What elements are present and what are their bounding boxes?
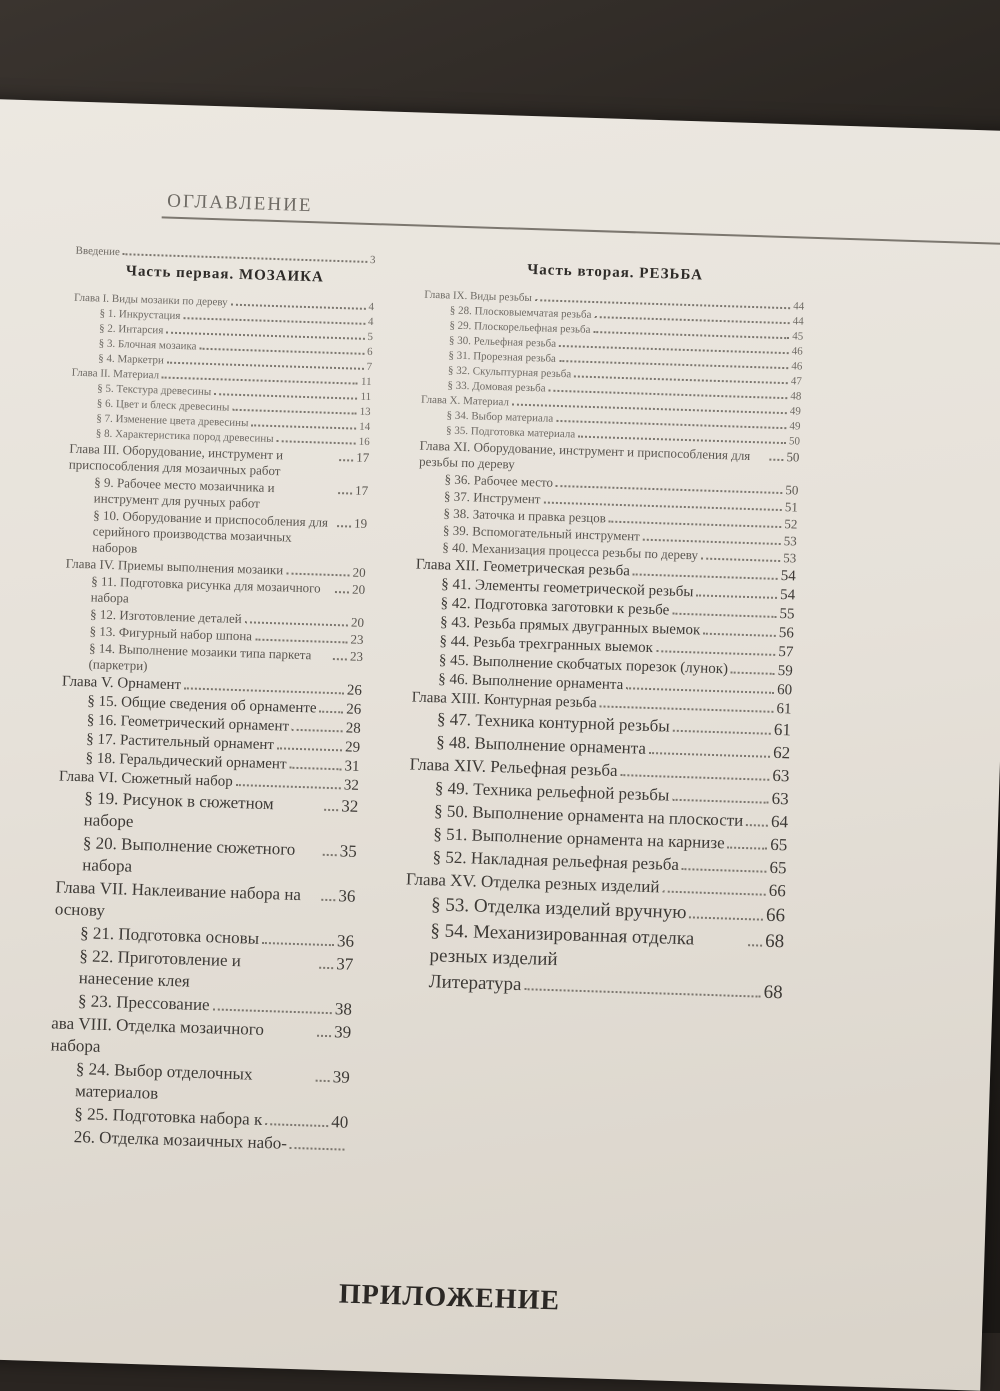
leader-dots — [643, 539, 781, 545]
toc-entry-page: 46 — [791, 360, 803, 373]
toc-entry-page: 44 — [792, 315, 804, 328]
toc-entry-title: § 17. Растительный орнамент — [85, 731, 275, 754]
toc-entry-page: 20 — [352, 564, 366, 580]
toc-entry-page: 62 — [772, 742, 791, 763]
toc-entry-title: Введение — [75, 244, 121, 259]
toc-entry-title: ава VIII. Отделка мозаичного набора — [50, 1013, 265, 1056]
toc-entry-title: Глава XIII. Контурная резьба — [411, 689, 598, 712]
toc-entry-title: § 25. Подготовка набора к — [74, 1104, 263, 1130]
toc-entry-page: 44 — [792, 300, 805, 313]
toc-entry-title: § 47. Техника контурной резьбы — [436, 709, 670, 736]
toc-entry-title: § 48. Выполнение орнамента — [436, 732, 647, 758]
toc-column-right — [402, 255, 805, 1007]
toc-entry-page: 51 — [784, 499, 799, 515]
toc-entry-page: 37 — [336, 954, 354, 974]
toc-entry-title: § 8. Характеристика пород древесины — [95, 427, 274, 446]
toc-entry-page: 60 — [776, 681, 793, 699]
leader-dots — [317, 1035, 331, 1037]
leader-dots — [321, 899, 335, 901]
leader-dots — [672, 613, 776, 618]
toc-entry-page: 7 — [366, 360, 373, 374]
toc-entry-page: 36 — [336, 931, 355, 951]
leader-dots — [609, 521, 782, 528]
toc-entry-page: 50 — [788, 435, 801, 448]
leader-dots — [673, 730, 771, 735]
toc-entry-page: 68 — [763, 981, 783, 1004]
toc-entry-title: Глава IV. Приемы выполнения мозаики — [65, 555, 284, 578]
toc-entry-page: 47 — [790, 375, 803, 388]
toc-entry-title: Литература — [428, 971, 522, 996]
leader-dots — [633, 573, 778, 580]
toc-entry-page: 40 — [331, 1112, 349, 1132]
toc-entry-title: § 36. Рабочее место — [444, 471, 554, 490]
toc-entry-page: 48 — [790, 390, 802, 403]
leader-dots — [277, 747, 342, 751]
toc-entry-page: 64 — [770, 811, 789, 832]
toc-entry-page: 50 — [786, 449, 800, 465]
toc-entry-title: § 31. Прорезная резьба — [448, 349, 557, 365]
toc-entry-page: 20 — [351, 581, 366, 597]
toc-entry-title: § 54. Механизированная отделка резных изделий — [429, 920, 695, 971]
toc-entry-title: § 18. Геральдический орнамент — [85, 750, 287, 773]
toc-entry-title: § 50. Выполнение орнамента на плоскости — [433, 801, 744, 830]
toc-entry-title: § 51. Выполнение орнамента на карнизе — [433, 824, 725, 853]
leader-dots — [212, 1008, 331, 1014]
toc-entry-title: § 4. Маркетри — [98, 352, 165, 367]
toc-entry-page: 53 — [783, 550, 797, 566]
leader-dots — [316, 1080, 330, 1082]
toc-entry-page: 32 — [343, 777, 360, 794]
leader-dots — [696, 594, 777, 599]
toc-entry-page: 66 — [768, 880, 787, 901]
leader-dots — [183, 317, 365, 325]
leader-dots — [123, 253, 367, 263]
toc-entry-page: 63 — [772, 765, 790, 786]
toc-entry-title: Глава VI. Сюжетный набор — [58, 768, 233, 790]
leader-dots — [199, 348, 364, 355]
toc-entry-page: 23 — [350, 631, 364, 647]
toc-entry-page: 53 — [783, 533, 798, 549]
leader-dots — [672, 799, 768, 804]
toc-entry-title: Глава I. Виды мозаики по дереву — [73, 291, 228, 309]
toc-section-entry — [57, 786, 358, 839]
toc-entry-title: § 22. Приготовление и нанесение клея — [78, 946, 242, 991]
leader-dots — [245, 621, 348, 626]
leader-dots — [335, 591, 349, 593]
toc-entry-title: § 5. Текстура древесины — [97, 382, 212, 399]
toc-entry-page: 68 — [764, 930, 785, 953]
toc-entry-title: § 6. Цвет и блеск древесины — [96, 397, 230, 414]
leader-dots — [748, 944, 762, 946]
toc-entry-title: § 39. Вспомогательный инструмент — [442, 522, 641, 544]
toc-entry-page: 52 — [784, 516, 798, 532]
toc-entry-title: § 44. Резьба трехгранных выемок — [439, 633, 654, 657]
toc-entry-page: 54 — [780, 568, 796, 585]
toc-entry-title: § 46. Выполнение орнамента — [438, 671, 624, 694]
leader-dots — [214, 393, 357, 400]
toc-entry-title: § 12. Изготовление деталей — [89, 606, 242, 627]
toc-entry-page: 66 — [765, 904, 786, 927]
toc-entry-page: 3 — [369, 253, 376, 267]
toc-entry-page: 49 — [789, 420, 801, 433]
toc-entry-page: 17 — [354, 482, 369, 499]
toc-entry-title: § 20. Выполнение сюжетного набора — [81, 833, 296, 876]
toc-entry-title: § 32. Скульптурная резьба — [447, 364, 572, 381]
toc-entry-title: § 33. Домовая резьба — [447, 379, 546, 395]
leader-dots — [594, 316, 789, 324]
toc-entry-title: 26. Отделка мозаичных набо- — [73, 1127, 288, 1153]
leader-dots — [703, 633, 776, 637]
leader-dots — [600, 705, 774, 712]
part-heading-right: Часть вторая. РЕЗЬБА — [527, 261, 704, 284]
toc-entry-title: § 45. Выполнение скобчатых порезок (лунок) — [438, 652, 729, 678]
book-page — [0, 98, 1000, 1391]
leader-dots — [236, 784, 341, 789]
leader-dots — [339, 459, 353, 461]
toc-entry-title: Глава VII. Наклеивание набора на основу — [54, 877, 302, 920]
leader-dots — [324, 809, 338, 811]
toc-entry-title: § 10. Оборудование и приспособления для серийного производства мозаичных наборов — [92, 507, 329, 556]
toc-entry-title: § 16. Геометрический орнамент — [86, 712, 290, 735]
toc-entry-title: § 49. Техника рельефной резьбы — [434, 778, 670, 805]
toc-entry-page: 61 — [773, 719, 792, 740]
toc-entry-page: 23 — [349, 648, 364, 664]
toc-entry-title: § 23. Прессование — [77, 991, 210, 1015]
toc-entry-title: § 34. Выбор материала — [446, 409, 554, 425]
toc-entry-title: § 52. Накладная рельефная резьба — [432, 847, 680, 874]
leader-dots — [289, 767, 341, 771]
leader-dots — [319, 967, 333, 969]
toc-entry-title: § 35. Подготовка материала — [445, 424, 576, 441]
toc-entry-page: 39 — [333, 1022, 352, 1042]
title-rule — [162, 216, 1000, 245]
toc-entry-title: § 15. Общие сведения об орнаменте — [87, 693, 317, 717]
toc-entry-title: § 28. Плосковыемчатая резьба — [449, 304, 592, 321]
toc-entry-title: Глава XI. Оборудование, инструмент и приспособления для резьбы по дереву — [418, 437, 751, 472]
toc-entry-page: 65 — [769, 834, 788, 855]
toc-entry-title: § 41. Элементы геометрической резьбы — [441, 576, 694, 601]
toc-entry-title: § 53. Отделка изделий вручную — [430, 894, 687, 924]
toc-entry-page: 4 — [368, 300, 375, 314]
toc-entry-page: 20 — [350, 614, 365, 630]
toc-entry-page: 36 — [338, 886, 356, 906]
toc-entry-page: 54 — [779, 587, 796, 604]
toc-entry-title: § 9. Рабочее место мозаичника и инструмент для ручных работ — [93, 474, 275, 511]
toc-entry-title: Глава II. Материал — [71, 366, 160, 382]
toc-entry-page: 57 — [778, 643, 794, 661]
toc-entry-page: 28 — [345, 720, 361, 737]
toc-entry-page: 31 — [344, 758, 360, 775]
toc-entry-page: 35 — [339, 841, 358, 861]
toc-entry-title: Глава IX. Виды резьбы — [424, 288, 533, 305]
toc-section-entry — [49, 1057, 350, 1110]
leader-dots — [319, 711, 343, 714]
toc-entry-page: 13 — [359, 405, 371, 419]
leader-dots — [277, 440, 356, 444]
leader-dots — [333, 658, 347, 660]
toc-entry-title: § 7. Изменение цвета древесины — [96, 412, 249, 430]
toc-section-entry — [66, 507, 367, 564]
toc-section-entry — [56, 831, 357, 884]
page-title: ОГЛАВЛЕНИЕ — [166, 190, 313, 217]
toc-entry-page: 11 — [360, 375, 372, 389]
toc-entry-title: § 38. Заточка и правка резцов — [443, 505, 607, 526]
leader-dots — [524, 988, 760, 997]
toc-entry-page: 4 — [367, 315, 374, 329]
leader-dots — [769, 459, 783, 461]
toc-entry-title: § 1. Инкрустация — [99, 307, 181, 323]
toc-entry-page: 39 — [332, 1067, 351, 1087]
toc-entry-title: Глава V. Орнамент — [61, 673, 182, 694]
toc-entry-title: § 19. Рисунок в сюжетном наборе — [83, 788, 274, 831]
toc-entry-page: 50 — [785, 482, 799, 498]
toc-entry-page: 56 — [778, 625, 795, 642]
toc-entry-title: Глава XII. Геометрическая резьба — [415, 556, 631, 580]
toc-entry-page: 26 — [346, 682, 363, 699]
toc-entry-title: § 14. Выполнение мозаики типа паркета (паркетри) — [88, 640, 312, 674]
leader-dots — [620, 774, 769, 781]
leader-dots — [626, 687, 774, 694]
leader-dots — [689, 916, 763, 920]
toc-list-right — [402, 288, 804, 1006]
leader-dots — [231, 304, 366, 310]
toc-entry-page: 65 — [769, 857, 787, 878]
toc-entry-title: § 2. Интарсия — [98, 322, 164, 337]
toc-entry-page: 5 — [367, 330, 374, 344]
leader-dots — [337, 525, 351, 527]
leader-dots — [731, 672, 775, 675]
toc-entry-page: 59 — [777, 662, 793, 680]
leader-dots — [232, 409, 356, 415]
toc-entry-page: 45 — [792, 330, 804, 343]
appendix-heading: ПРИЛОЖЕНИЕ — [338, 1278, 561, 1317]
leader-dots — [662, 890, 765, 895]
toc-entry-page: 55 — [779, 606, 795, 623]
leader-dots — [265, 1123, 328, 1127]
toc-entry-title: § 37. Инструмент — [443, 488, 541, 507]
leader-dots — [255, 639, 348, 644]
toc-entry-title: § 24. Выбор отделочных материалов — [74, 1059, 253, 1103]
toc-entry-page: 17 — [355, 449, 370, 466]
toc-entry-title: § 21. Подготовка основы — [79, 923, 260, 948]
toc-entry-title: § 13. Фигурный набор шпона — [89, 623, 253, 644]
toc-entry-page: 29 — [344, 739, 361, 756]
toc-section-entry — [52, 944, 353, 997]
toc-column-left — [47, 244, 375, 1158]
toc-entry-page: 38 — [334, 999, 353, 1019]
leader-dots — [338, 492, 352, 494]
toc-chapter-entry — [50, 1012, 351, 1065]
leader-dots — [262, 942, 334, 946]
toc-entry-page: 49 — [789, 405, 802, 418]
toc-entry-title: Глава XIV. Рельефная резьба — [409, 754, 618, 780]
toc-entry-page: 19 — [353, 515, 368, 532]
toc-entry-page: 63 — [771, 788, 790, 809]
toc-entry-title: § 43. Резьба прямых двугранных выемок — [439, 614, 701, 639]
toc-entry-title: § 40. Механизация процесса резьбы по дереву — [442, 539, 699, 563]
part-heading-left: Часть первая. МОЗАИКА — [125, 263, 325, 286]
toc-entry-title: Глава X. Материал — [420, 393, 510, 409]
leader-dots — [656, 650, 775, 656]
toc-entry-page: 46 — [791, 345, 803, 358]
toc-list-left — [47, 291, 374, 1157]
toc-chapter-entry — [55, 876, 356, 929]
toc-entry-page: 32 — [340, 796, 359, 816]
toc-entry-page: 11 — [360, 390, 372, 404]
toc-entry-title: § 29. Плоскорельефная резьба — [449, 319, 591, 336]
leader-dots — [290, 1147, 345, 1151]
leader-dots — [323, 854, 337, 856]
toc-entry-title: § 42. Подготовка заготовки к резьбе — [440, 595, 670, 619]
toc-entry-page: 16 — [358, 435, 370, 449]
toc-entry-title: § 30. Рельефная резьба — [448, 334, 557, 350]
toc-entry-title: Глава XV. Отделка резных изделий — [405, 869, 660, 897]
toc-entry-title: § 11. Подготовка рисунка для мозаичного набора — [90, 573, 321, 606]
leader-dots — [184, 687, 344, 694]
leader-dots — [292, 729, 343, 733]
leader-dots — [701, 558, 780, 562]
toc-entry-page: 6 — [366, 345, 373, 359]
toc-entry-page: 61 — [776, 700, 792, 718]
leader-dots — [727, 846, 767, 849]
toc-entry-page: 26 — [346, 701, 362, 718]
leader-dots — [649, 752, 770, 758]
toc-entry-title: § 3. Блочная мозаика — [98, 337, 197, 353]
leader-dots — [682, 868, 767, 873]
toc-entry-title: Глава III. Оборудование, инструмент и приспособления для мозаичных работ — [68, 440, 284, 479]
leader-dots — [251, 424, 356, 429]
leader-dots — [286, 572, 350, 576]
toc-entry-page: 14 — [358, 420, 371, 434]
leader-dots — [746, 824, 768, 827]
